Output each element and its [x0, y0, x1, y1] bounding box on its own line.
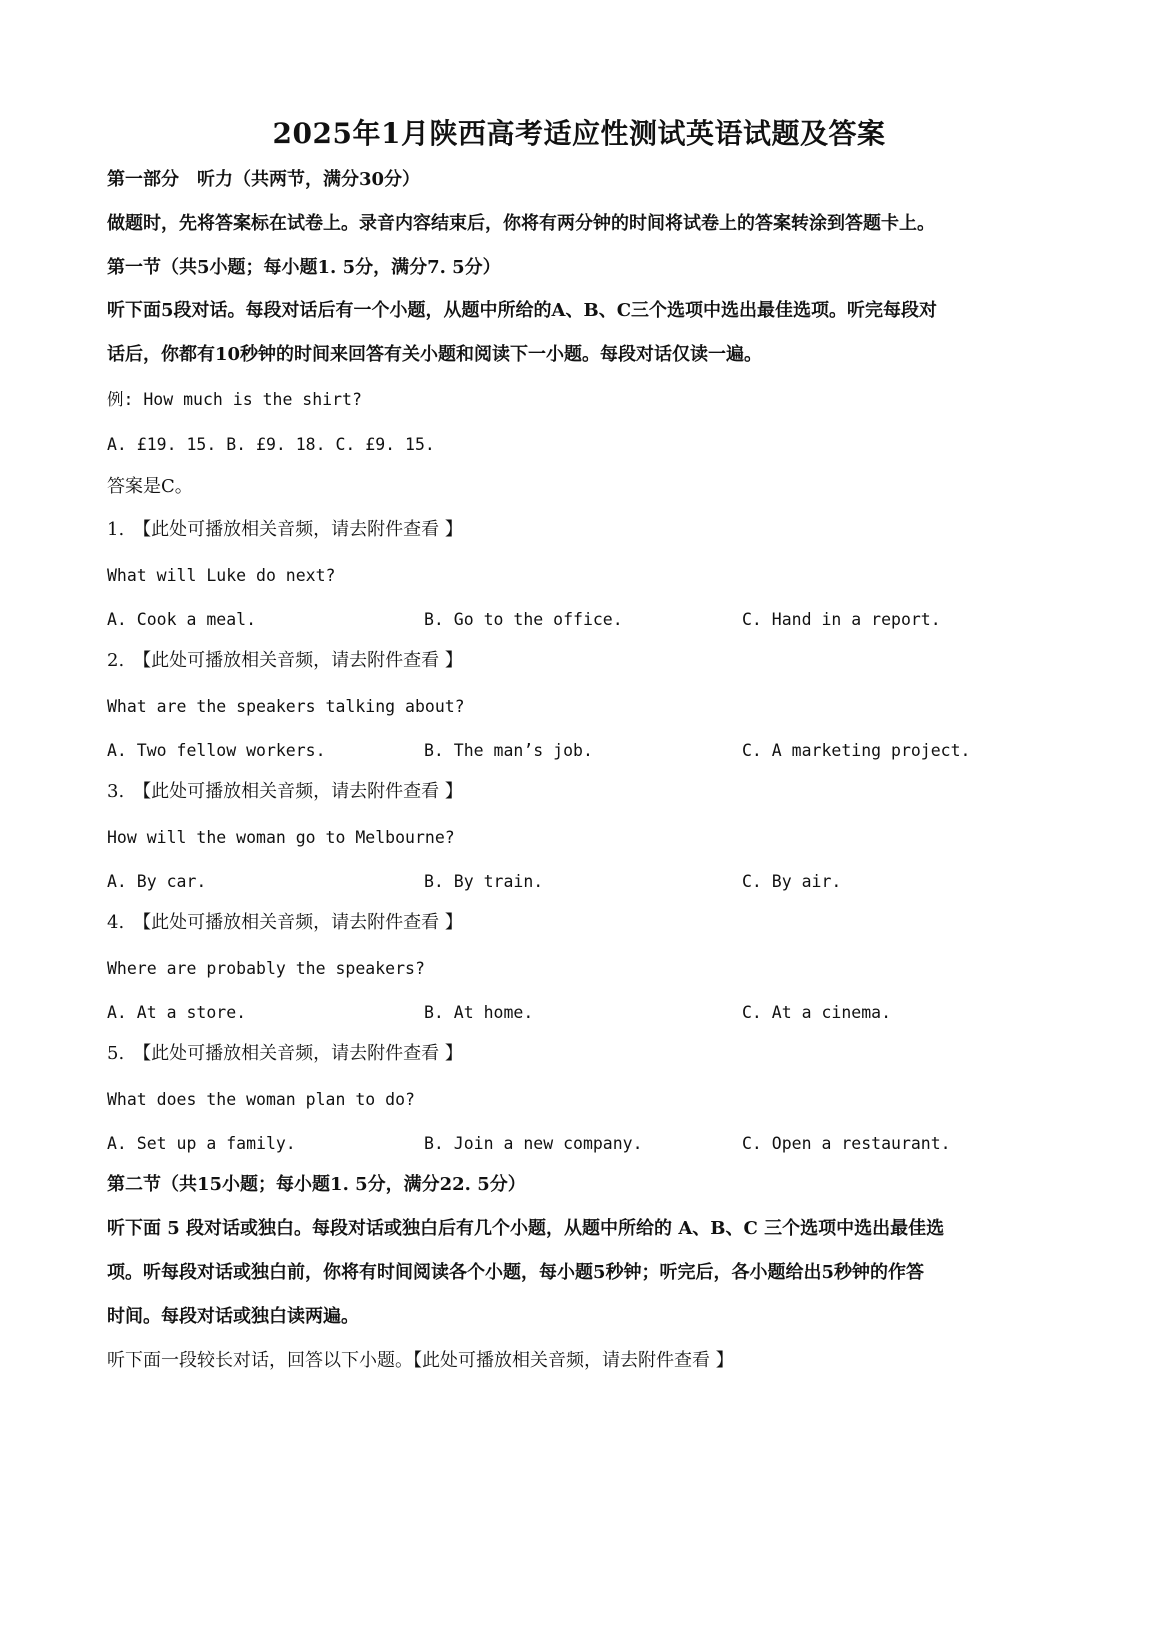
section1-instruction-line1: 听下面5段对话。每段对话后有一个小题，从题中所给的A、B、C三个选项中选出最佳选项。听完每段对 — [107, 300, 938, 321]
section1-heading: 第一节（共5小题；每小题1. 5分，满分7. 5分） — [107, 257, 501, 278]
question-3-audio-note: 3. 【此处可播放相关音频，请去附件查看 】 — [107, 781, 463, 802]
question-3-option-c: C. By air. — [742, 872, 842, 891]
part1-heading: 第一部分 听力（共两节，满分30分） — [107, 169, 421, 190]
question-5-audio-note: 5. 【此处可播放相关音频，请去附件查看 】 — [107, 1043, 463, 1064]
question-3-text: How will the woman go to Melbourne? — [107, 828, 455, 847]
section2-heading: 第二节（共15小题；每小题1. 5分，满分22. 5分） — [107, 1174, 526, 1195]
question-5-text: What does the woman plan to do? — [107, 1090, 415, 1109]
question-2-text: What are the speakers talking about? — [107, 697, 465, 716]
question-5-option-a: A. Set up a family. — [107, 1134, 296, 1153]
question-2-option-a: A. Two fellow workers. — [107, 741, 326, 760]
question-2-option-c: C. A marketing project. — [742, 741, 971, 760]
question-5-option-b: B. Join a new company. — [424, 1134, 643, 1153]
example-answer: 答案是C。 — [107, 476, 193, 497]
section2-instruction-line3: 时间。每段对话或独白读两遍。 — [107, 1306, 359, 1327]
question-1-text: What will Luke do next? — [107, 566, 336, 585]
question-1-option-a: A. Cook a meal. — [107, 610, 257, 629]
question-1-audio-note: 1. 【此处可播放相关音频，请去附件查看 】 — [107, 519, 463, 540]
question-4-audio-note: 4. 【此处可播放相关音频，请去附件查看 】 — [107, 912, 463, 933]
part1-instruction: 做题时，先将答案标在试卷上。录音内容结束后，你将有两分钟的时间将试卷上的答案转涂到答题卡上。 — [107, 213, 935, 234]
question-1-option-b: B. Go to the office. — [424, 610, 623, 629]
question-4-option-a: A. At a store. — [107, 1003, 247, 1022]
section2-instruction-line2: 项。听每段对话或独白前，你将有时间阅读各个小题，每小题5秒钟；听完后，各小题给出5秒钟的作答 — [107, 1262, 925, 1283]
question-2-audio-note: 2. 【此处可播放相关音频，请去附件查看 】 — [107, 650, 463, 671]
question-5-option-c: C. Open a restaurant. — [742, 1134, 951, 1153]
question-4-option-c: C. At a cinema. — [742, 1003, 892, 1022]
question-4-option-b: B. At home. — [424, 1003, 534, 1022]
question-3-option-b: B. By train. — [424, 872, 544, 891]
question-1-option-c: C. Hand in a report. — [742, 610, 941, 629]
example-question: 例: How much is the shirt? — [107, 390, 362, 409]
section2-instruction-line1: 听下面 5 段对话或独白。每段对话或独白后有几个小题，从题中所给的 A、B、C 三个选项中选出最佳选 — [107, 1218, 945, 1239]
example-options: A. £19. 15. B. £9. 18. C. £9. 15. — [107, 435, 435, 454]
section2-lead: 听下面一段较长对话，回答以下小题。【此处可播放相关音频，请去附件查看 】 — [107, 1350, 734, 1371]
question-2-option-b: B. The man’s job. — [424, 741, 593, 760]
section1-instruction-line2: 话后，你都有10秒钟的时间来回答有关小题和阅读下一小题。每段对话仅读一遍。 — [107, 344, 763, 365]
page-title: 2025年1月陕西高考适应性测试英语试题及答案 — [272, 117, 886, 150]
question-3-option-a: A. By car. — [107, 872, 207, 891]
question-4-text: Where are probably the speakers? — [107, 959, 425, 978]
